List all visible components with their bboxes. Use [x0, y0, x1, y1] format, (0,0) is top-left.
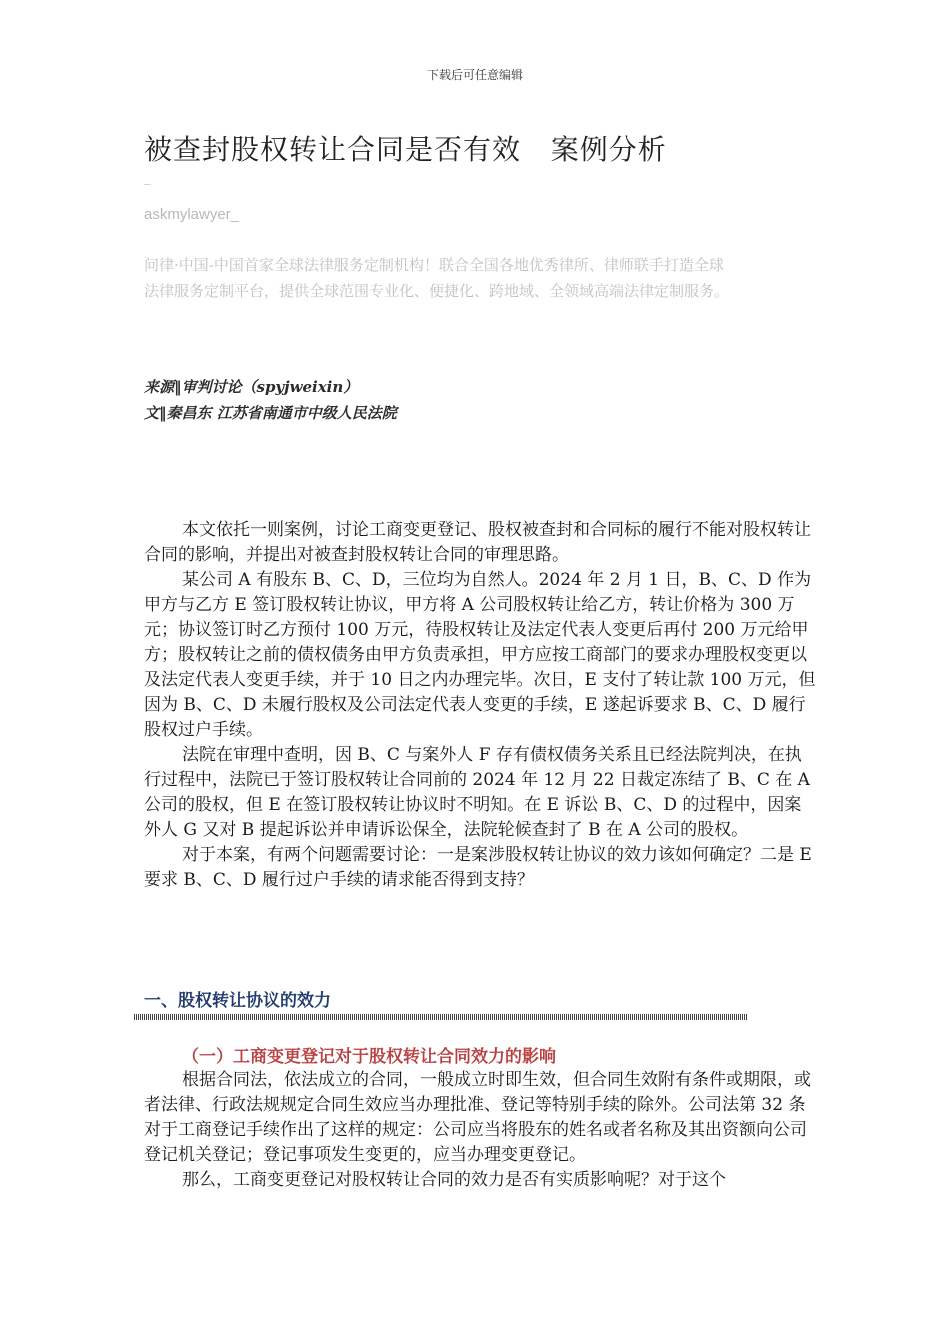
page-title: 被查封股权转让合同是否有效 案例分析: [144, 133, 667, 166]
subsection-heading: （一）工商变更登记对于股权转让合同效力的影响: [182, 1047, 556, 1067]
header-note: 下载后可任意编辑: [426, 68, 523, 82]
author-line: 文‖秦昌东 江苏省南通市中级人民法院: [144, 404, 397, 422]
body-paragraph: 法院在审理中查明，因 B、C 与案外人 F 存有债权债务关系且已经法院判决，在执行过程中，法院已于签订股权转让合同前的 2024 年 12 月 22 日裁定冻结了 B、C 在 A 公司的股权，但 E 在签订股权转让协议时不明知。在 E 诉讼 B、C、D 的过程中，因案外人 G 又对 B 提起诉讼并申请诉讼保全，法院轮候查封了 B 在 A 公司的股权。: [144, 745, 810, 840]
author-name: askmylawyer_: [144, 206, 240, 223]
intro-line: 问律·中国-中国首家全球法律服务定制机构！联合全国各地优秀律所、律师联手打造全球: [144, 256, 724, 274]
source-line: 来源‖审判讨论（spyjweixin）: [144, 378, 359, 396]
body-paragraph: 对于本案，有两个问题需要讨论：一是案涉股权转让协议的效力该如何确定？二是 E 要求 B、C、D 履行过户手续的请求能否得到支持？: [144, 845, 812, 890]
subsection-body: [144, 1068, 816, 1193]
body-paragraph: 本文依托一则案例，讨论工商变更登记、股权被查封和合同标的履行不能对股权转让合同的影响，并提出对被查封股权转让合同的审理思路。: [144, 520, 811, 565]
body-paragraph: 某公司 A 有股东 B、C、D，三位均为自然人。2024 年 2 月 1 日，B、C、D 作为甲方与乙方 E 签订股权转让协议，甲方将 A 公司股权转让给乙方，转让价格为 300 万元；协议签订时乙方预付 100 万元，待股权转让及法定代表人变更后再付 200 万元给甲方；股权转让之前的债权债务由甲方负责承担，甲方应按工商部门的要求办理股权变更以及法定代表人变更手续，并于 10 日之内办理完毕。次日，E 支付了转让款 100 万元，但因为 B、C、D 未履行股权及公司法定代表人变更的手续，E 遂起诉要求 B、C、D 履行股权过户手续。: [144, 570, 816, 740]
body-paragraph: 根据合同法，依法成立的合同，一般成立时即生效，但合同生效附有条件或期限，或者法律、行政法规规定合同生效应当办理批准、登记等特别手续的除外。公司法第 32 条对于工商登记手续作出了这样的规定：公司应当将股东的姓名或者名称及其出资额向公司登记机关登记；登记事项发生变更的，应当办理变更登记。: [144, 1070, 811, 1165]
intro-line: 法律服务定制平台，提供全球范围专业化、便捷化、跨地域、全领域高端法律定制服务。: [144, 282, 730, 300]
case-description: [144, 518, 816, 893]
section-divider: [134, 1014, 748, 1020]
intro-blurb: [144, 252, 814, 304]
source-credit: [144, 374, 397, 426]
section-heading: 一、股权转让协议的效力: [144, 991, 331, 1011]
body-paragraph: 那么，工商变更登记对股权转让合同的效力是否有实质影响呢？对于这个: [182, 1170, 726, 1190]
title-underline-mark: ----: [144, 182, 151, 188]
